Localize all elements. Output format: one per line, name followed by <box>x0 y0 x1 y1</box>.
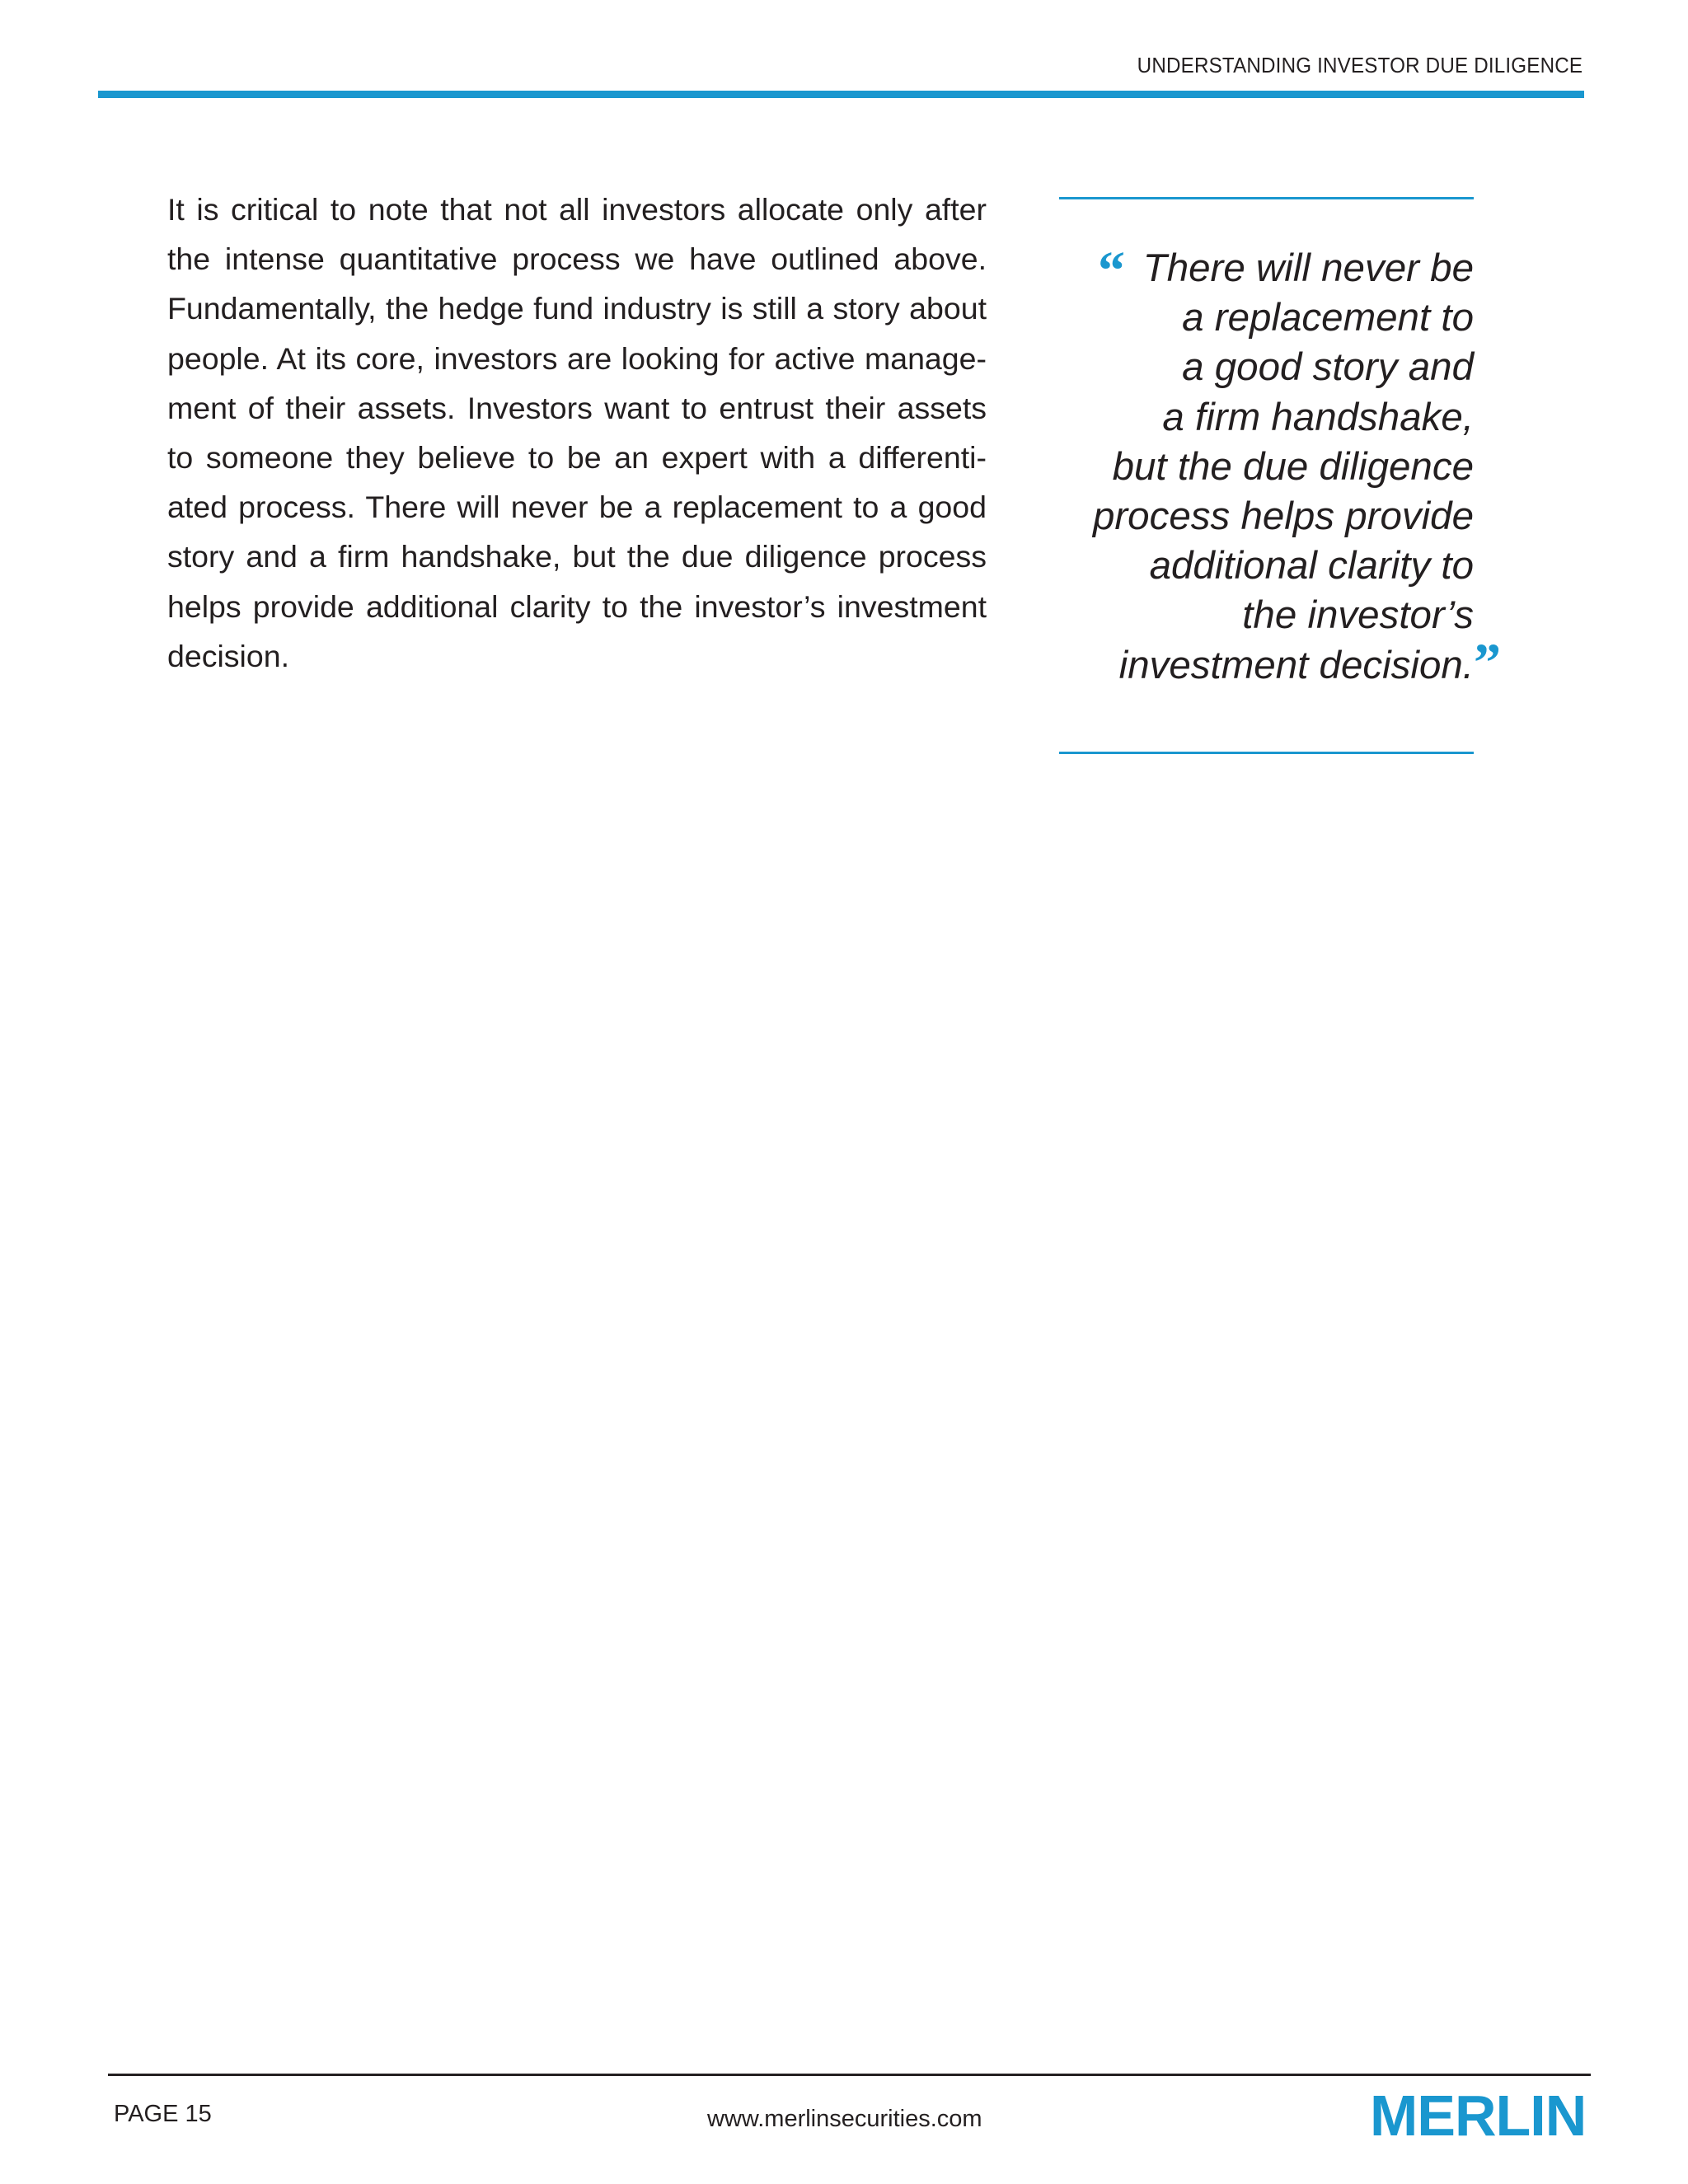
header-rule <box>98 91 1584 98</box>
pull-quote-line: a replacement to <box>1182 296 1474 340</box>
pull-quote-line: There will never be <box>1142 246 1474 290</box>
pull-quote-line: investment decision. <box>1118 643 1474 687</box>
footer-rule <box>108 2074 1591 2076</box>
pull-quote-line: but the due diligence <box>1112 444 1474 489</box>
website-url[interactable]: www.merlinsecurities.com <box>707 2106 982 2132</box>
pull-quote-line: the investor’s <box>1242 593 1474 638</box>
pull-quote-line: a good story and <box>1182 345 1474 390</box>
merlin-logo: MERLIN <box>1370 2083 1587 2148</box>
pull-quote-line: additional clarity to <box>1149 544 1474 588</box>
pull-quote-top-rule <box>1059 197 1474 199</box>
open-quote-mark: “ <box>1098 241 1125 301</box>
page-number: PAGE 15 <box>114 2101 212 2127</box>
body-paragraph: It is critical to note that not all investors allocate only after the intense quantitative process we have outlined above. Fundamentally, the hedge fund industry is still a story about people. At its core, investors are looking for active management of their assets. Investors want to entrust their assets to someone they believe to be an expert with a differentiated process. There will never be a replacement to a good story and a firm handshake, but the due diligence process helps provide additional clarity to the investor’s investment decision. <box>167 192 987 673</box>
pull-quote-line: a firm handshake, <box>1162 395 1474 439</box>
pull-quote <box>1059 241 1474 691</box>
close-quote-mark: ” <box>1474 633 1501 693</box>
running-header: UNDERSTANDING INVESTOR DUE DILIGENCE <box>1137 53 1582 77</box>
pull-quote-line: process helps provide <box>1092 494 1474 539</box>
pull-quote-bottom-rule <box>1059 752 1474 754</box>
